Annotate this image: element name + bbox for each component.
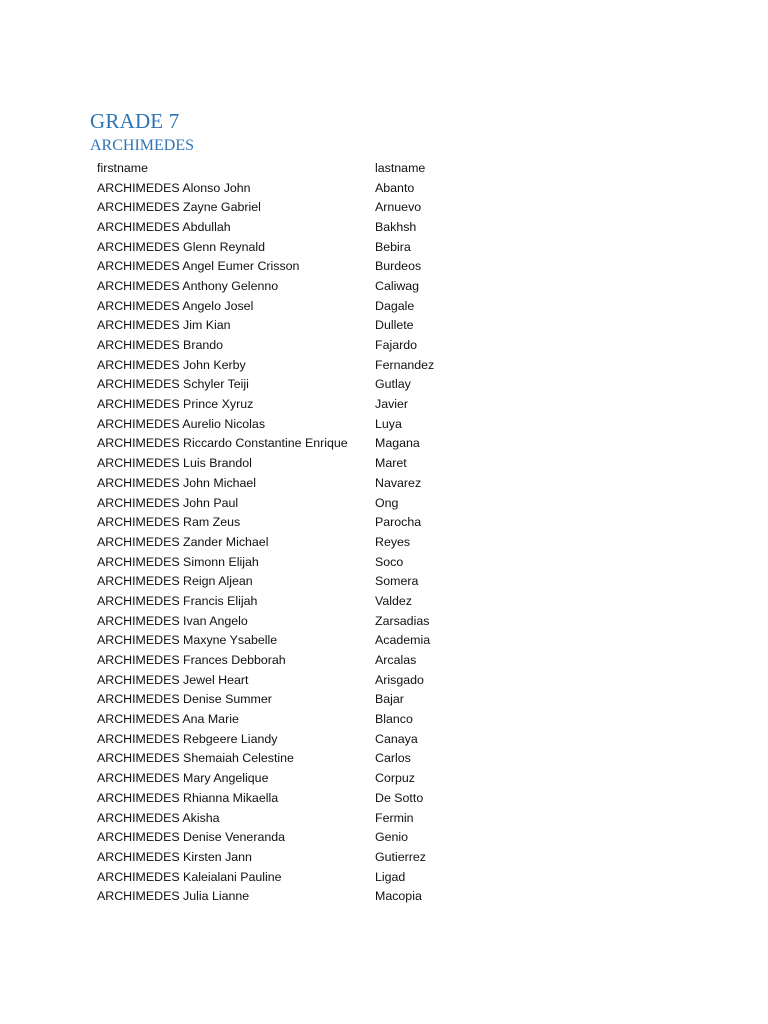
table-row [97, 611, 517, 631]
cell-lastname: Navarez [375, 475, 422, 490]
cell-firstname: ARCHIMEDES Ivan Angelo [97, 613, 248, 628]
cell-lastname: Fajardo [375, 338, 418, 353]
table-row [97, 670, 517, 690]
cell-lastname: Gutlay [375, 377, 411, 392]
cell-firstname: ARCHIMEDES Luis Brandol [97, 456, 252, 471]
cell-lastname: Ligad [375, 869, 406, 884]
table-row [97, 788, 517, 808]
cell-firstname: ARCHIMEDES Jim Kian [97, 318, 231, 333]
table-row [97, 276, 517, 296]
cell-lastname: Ong [375, 495, 399, 510]
cell-lastname: Bajar [375, 692, 404, 707]
cell-lastname: Magana [375, 436, 420, 451]
table-row [97, 512, 517, 532]
cell-lastname: Fermin [375, 810, 414, 825]
cell-lastname: Macopia [375, 889, 422, 904]
cell-lastname: Fernandez [375, 357, 435, 372]
table-row [97, 237, 517, 257]
table-row [97, 690, 517, 710]
cell-firstname: ARCHIMEDES Akisha [97, 810, 220, 825]
cell-lastname: Maret [375, 456, 407, 471]
cell-firstname: ARCHIMEDES Jewel Heart [97, 672, 249, 687]
cell-firstname: ARCHIMEDES Angel Eumer Crisson [97, 259, 300, 274]
table-row [97, 631, 517, 651]
cell-lastname: Caliwag [375, 278, 420, 293]
table-row [97, 749, 517, 769]
table-row [97, 808, 517, 828]
cell-firstname: ARCHIMEDES Ram Zeus [97, 515, 241, 530]
cell-firstname: ARCHIMEDES Maxyne Ysabelle [97, 633, 278, 648]
table-row [97, 552, 517, 572]
cell-firstname: ARCHIMEDES Zander Michael [97, 534, 269, 549]
cell-firstname: ARCHIMEDES Shemaiah Celestine [97, 751, 294, 766]
cell-lastname: Arcalas [375, 653, 417, 668]
column-header-lastname: lastname [375, 160, 426, 175]
cell-firstname: ARCHIMEDES Mary Angelique [97, 771, 269, 786]
cell-firstname: ARCHIMEDES Denise Summer [97, 692, 272, 707]
cell-lastname: Arnuevo [375, 200, 422, 215]
cell-firstname: ARCHIMEDES Rebgeere Liandy [97, 731, 278, 746]
cell-firstname: ARCHIMEDES Alonso John [97, 180, 251, 195]
cell-firstname: ARCHIMEDES Abdullah [97, 219, 231, 234]
cell-lastname: De Sotto [375, 790, 424, 805]
cell-lastname: Javier [375, 397, 409, 412]
cell-lastname: Luya [375, 416, 402, 431]
cell-firstname: ARCHIMEDES Schyler Teiji [97, 377, 249, 392]
table-row [97, 256, 517, 276]
section-heading: ARCHIMEDES [90, 137, 195, 154]
cell-firstname: ARCHIMEDES Frances Debborah [97, 653, 286, 668]
table-row [97, 886, 517, 906]
cell-firstname: ARCHIMEDES Kaleialani Pauline [97, 869, 282, 884]
cell-firstname: ARCHIMEDES Reign Aljean [97, 574, 253, 589]
cell-lastname: Abanto [375, 180, 415, 195]
cell-firstname: ARCHIMEDES Denise Veneranda [97, 830, 286, 845]
table-row [97, 335, 517, 355]
table-row [97, 532, 517, 552]
cell-firstname: ARCHIMEDES Aurelio Nicolas [97, 416, 266, 431]
cell-firstname: ARCHIMEDES Simonn Elijah [97, 554, 259, 569]
cell-lastname: Canaya [375, 731, 418, 746]
table-row [97, 217, 517, 237]
table-row [97, 827, 517, 847]
table-row [97, 867, 517, 887]
table-row [97, 197, 517, 217]
cell-firstname: ARCHIMEDES Glenn Reynald [97, 239, 266, 254]
cell-firstname: ARCHIMEDES Zayne Gabriel [97, 200, 261, 215]
table-row [97, 394, 517, 414]
cell-firstname: ARCHIMEDES John Michael [97, 475, 257, 490]
table-row [97, 768, 517, 788]
cell-lastname: Bebira [375, 239, 411, 254]
cell-lastname: Reyes [375, 534, 411, 549]
cell-lastname: Gutierrez [375, 849, 426, 864]
table-row [97, 493, 517, 513]
cell-firstname: ARCHIMEDES Francis Elijah [97, 593, 258, 608]
cell-lastname: Corpuz [375, 771, 415, 786]
table-row [97, 414, 517, 434]
cell-firstname: ARCHIMEDES Brando [97, 338, 224, 353]
table-row [97, 296, 517, 316]
cell-firstname: ARCHIMEDES Prince Xyruz [97, 397, 254, 412]
table-row [97, 473, 517, 493]
cell-lastname: Soco [375, 554, 404, 569]
cell-firstname: ARCHIMEDES Angelo Josel [97, 298, 254, 313]
cell-lastname: Parocha [375, 515, 422, 530]
table-row [97, 650, 517, 670]
cell-firstname: ARCHIMEDES Kirsten Jann [97, 849, 252, 864]
table-row [97, 375, 517, 395]
table-row [97, 729, 517, 749]
table-row [97, 453, 517, 473]
cell-lastname: Dagale [375, 298, 415, 313]
cell-lastname: Zarsadias [375, 613, 430, 628]
cell-firstname: ARCHIMEDES Anthony Gelenno [97, 278, 279, 293]
table-row [97, 571, 517, 591]
cell-firstname: ARCHIMEDES Riccardo Constantine Enrique [97, 436, 348, 451]
column-header-firstname: firstname [97, 160, 148, 175]
cell-firstname: ARCHIMEDES Julia Lianne [97, 889, 250, 904]
cell-firstname: ARCHIMEDES John Paul [97, 495, 239, 510]
cell-lastname: Blanco [375, 712, 413, 727]
table-body [97, 178, 517, 906]
cell-lastname: Somera [375, 574, 419, 589]
table-row [97, 316, 517, 336]
table-header-row [97, 158, 517, 178]
cell-firstname: ARCHIMEDES Rhianna Mikaella [97, 790, 279, 805]
table-row [97, 355, 517, 375]
cell-firstname: ARCHIMEDES Ana Marie [97, 712, 239, 727]
cell-lastname: Arisgado [375, 672, 424, 687]
cell-lastname: Academia [375, 633, 431, 648]
table-row [97, 434, 517, 454]
cell-lastname: Burdeos [375, 259, 422, 274]
cell-lastname: Bakhsh [375, 219, 417, 234]
student-table [97, 158, 517, 906]
grade-heading: GRADE 7 [90, 109, 180, 133]
cell-lastname: Valdez [375, 593, 412, 608]
table-row [97, 709, 517, 729]
cell-lastname: Genio [375, 830, 409, 845]
table-row [97, 591, 517, 611]
cell-firstname: ARCHIMEDES John Kerby [97, 357, 246, 372]
table-row [97, 178, 517, 198]
cell-lastname: Carlos [375, 751, 411, 766]
table-row [97, 847, 517, 867]
cell-lastname: Dullete [375, 318, 414, 333]
